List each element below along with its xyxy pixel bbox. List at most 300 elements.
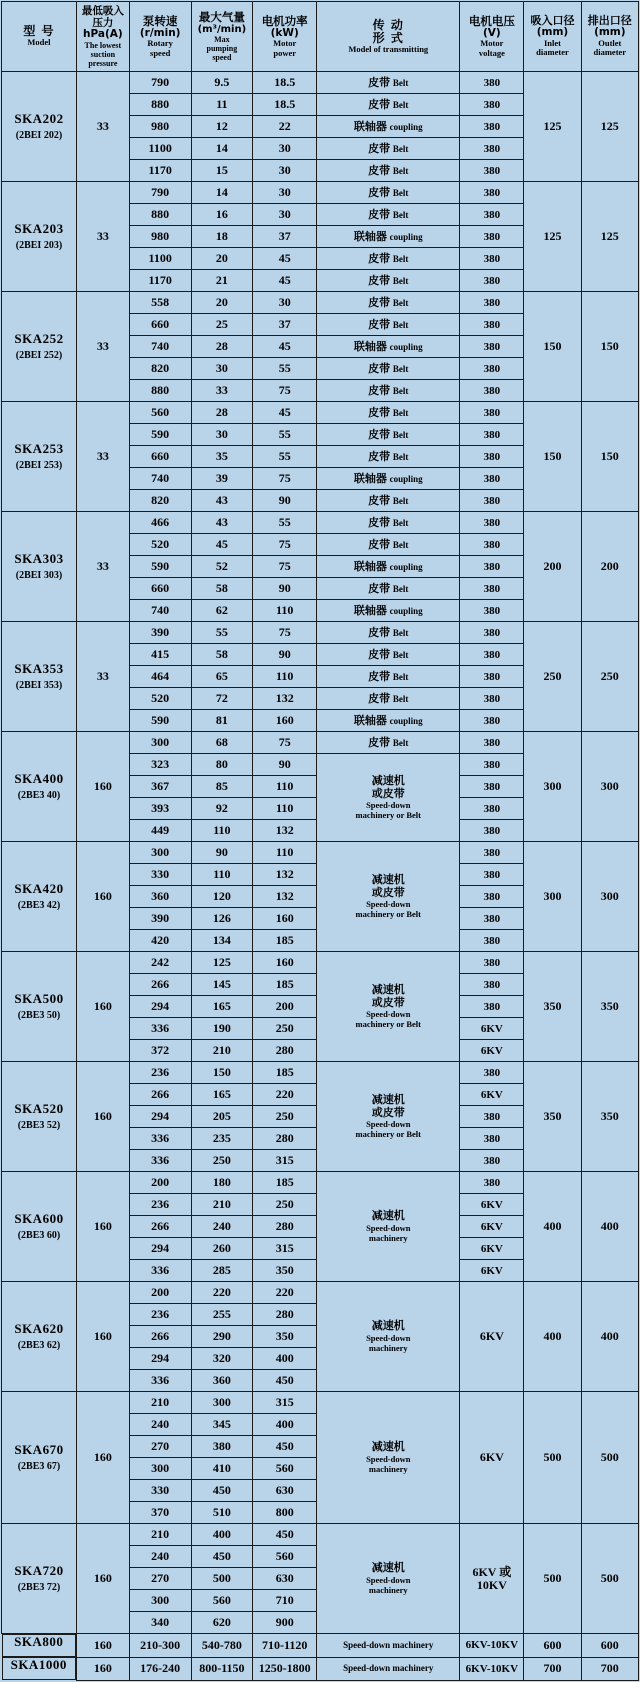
cell-model [2,1172,77,1282]
cell-motor-power: 132 [253,688,317,710]
cell-inlet-diameter: 700 [524,1657,581,1680]
cell-outlet-diameter: 400 [581,1172,638,1282]
table-row [2,732,639,754]
model-code: (2BEI 202) [15,130,63,142]
cell-motor-voltage: 380 [460,314,524,336]
cell-motor-power: 110 [253,666,317,688]
table-row [2,72,639,94]
cell-max-pumping-speed: 126 [191,908,253,930]
cell-transmission: 皮带 Belt [317,688,460,710]
cell-motor-voltage: 380 [460,754,524,776]
cell-max-pumping-speed: 20 [191,292,253,314]
cell-max-pumping-speed: 14 [191,138,253,160]
header-model-of-transmitting: 传 动 形 式 Model of transmitting [317,2,460,72]
cell-max-pumping-speed: 285 [191,1260,253,1282]
cell-rotary-speed: 740 [129,600,191,622]
cell-motor-voltage: 380 [460,1150,524,1172]
cell-rotary-speed: 820 [129,490,191,512]
cell-motor-power: 90 [253,644,317,666]
cell-motor-voltage: 6KV-10KV [460,1634,524,1658]
model-code: (2BEI 252) [15,350,63,362]
cell-motor-voltage: 380 [460,666,524,688]
cell-rotary-speed: 390 [129,908,191,930]
cell-max-pumping-speed: 290 [191,1326,253,1348]
cell-max-pumping-speed: 510 [191,1502,253,1524]
cell-rotary-speed: 300 [129,1458,191,1480]
cell-rotary-speed: 336 [129,1370,191,1392]
cell-max-pumping-speed: 125 [191,952,253,974]
cell-transmission: 皮带 Belt [317,732,460,754]
cell-motor-power: 110 [253,798,317,820]
cell-motor-voltage: 380 [460,358,524,380]
cell-motor-power: 220 [253,1282,317,1304]
cell-motor-voltage: 380 [460,336,524,358]
cell-rotary-speed: 210 [129,1524,191,1546]
cell-max-pumping-speed: 58 [191,644,253,666]
model-name: SKA620 [14,1321,64,1337]
model-code: (2BE3 40) [17,790,61,802]
cell-motor-voltage: 380 [460,996,524,1018]
cell-rotary-speed: 266 [129,1216,191,1238]
cell-max-pumping-speed: 90 [191,842,253,864]
cell-motor-voltage: 380 [460,842,524,864]
cell-max-pumping-speed: 52 [191,556,253,578]
cell-motor-voltage: 6KV [460,1216,524,1238]
cell-motor-power: 280 [253,1304,317,1326]
cell-max-pumping-speed: 345 [191,1414,253,1436]
model-code: (2BEI 353) [15,680,63,692]
cell-rotary-speed: 390 [129,622,191,644]
cell-max-pumping-speed: 80 [191,754,253,776]
cell-motor-power: 250 [253,1106,317,1128]
cell-motor-power: 710-1120 [253,1634,317,1658]
cell-motor-voltage: 380 [460,622,524,644]
cell-rotary-speed: 242 [129,952,191,974]
cell-transmission: 减速机 或皮带 Speed-down machinery or Belt [317,754,460,842]
cell-rotary-speed: 520 [129,688,191,710]
cell-rotary-speed: 336 [129,1018,191,1040]
cell-outlet-diameter: 150 [581,292,638,402]
table-row [2,1172,639,1194]
cell-motor-power: 250 [253,1018,317,1040]
cell-rotary-speed: 200 [129,1172,191,1194]
cell-transmission: Speed-down machinery [317,1657,460,1680]
cell-transmission: 皮带 Belt [317,402,460,424]
cell-rotary-speed: 236 [129,1194,191,1216]
model-code: (2BE3 62) [17,1340,61,1352]
header-motor-voltage: 电机电压 (V) Motor voltage [460,2,524,72]
cell-outlet-diameter: 150 [581,402,638,512]
cell-motor-power: 450 [253,1370,317,1392]
cell-inlet-diameter: 300 [524,842,581,952]
cell-motor-power: 560 [253,1546,317,1568]
cell-rotary-speed: 466 [129,512,191,534]
table-row [2,1524,639,1546]
cell-inlet-diameter: 125 [524,72,581,182]
table-row [2,512,639,534]
cell-motor-power: 18.5 [253,94,317,116]
cell-rotary-speed: 210 [129,1392,191,1414]
cell-motor-power: 30 [253,182,317,204]
header-suction-pressure: 最低吸入 压力hPa(A) The lowest suction pressure [76,2,129,72]
cell-rotary-speed: 266 [129,974,191,996]
cell-transmission: 皮带 Belt [317,578,460,600]
table-row [2,402,639,424]
model-name: SKA500 [14,991,64,1007]
cell-transmission: 皮带 Belt [317,314,460,336]
model-code: (2BE3 67) [17,1461,61,1473]
cell-motor-power: 160 [253,710,317,732]
cell-motor-power: 30 [253,292,317,314]
cell-motor-power: 45 [253,248,317,270]
cell-suction-pressure: 160 [76,1657,129,1680]
cell-max-pumping-speed: 235 [191,1128,253,1150]
cell-inlet-diameter: 400 [524,1282,581,1392]
cell-motor-power: 55 [253,512,317,534]
cell-model: SKA800 [2,1634,76,1657]
cell-motor-voltage: 380 [460,292,524,314]
cell-transmission: 皮带 Belt [317,160,460,182]
cell-max-pumping-speed: 450 [191,1480,253,1502]
cell-motor-power: 90 [253,490,317,512]
cell-motor-voltage: 6KV [460,1040,524,1062]
cell-transmission: 联轴器 coupling [317,600,460,622]
cell-max-pumping-speed: 300 [191,1392,253,1414]
cell-transmission: 皮带 Belt [317,270,460,292]
cell-motor-power: 280 [253,1216,317,1238]
cell-motor-voltage: 6KV [460,1238,524,1260]
cell-rotary-speed: 294 [129,1106,191,1128]
header-rotary-speed: 泵转速 (r/min) Rotary speed [129,2,191,72]
cell-suction-pressure: 160 [76,1524,129,1634]
cell-rotary-speed: 660 [129,578,191,600]
cell-motor-voltage: 380 [460,1062,524,1084]
cell-motor-voltage: 380 [460,732,524,754]
cell-max-pumping-speed: 205 [191,1106,253,1128]
cell-max-pumping-speed: 55 [191,622,253,644]
cell-suction-pressure: 160 [76,1282,129,1392]
cell-max-pumping-speed: 35 [191,446,253,468]
cell-suction-pressure: 160 [76,1172,129,1282]
model-name: SKA670 [14,1442,64,1458]
cell-motor-voltage: 6KV-10KV [460,1657,524,1680]
cell-motor-power: 560 [253,1458,317,1480]
cell-motor-voltage: 380 [460,94,524,116]
cell-motor-power: 1250-1800 [253,1657,317,1680]
cell-transmission: 皮带 Belt [317,72,460,94]
cell-suction-pressure: 160 [76,1634,129,1658]
cell-rotary-speed: 336 [129,1128,191,1150]
cell-motor-voltage: 380 [460,776,524,798]
cell-transmission: 减速机 或皮带 Speed-down machinery or Belt [317,842,460,952]
model-code: (2BE3 42) [17,900,61,912]
cell-suction-pressure: 33 [76,182,129,292]
cell-rotary-speed: 820 [129,358,191,380]
cell-outlet-diameter: 400 [581,1282,638,1392]
cell-motor-power: 75 [253,380,317,402]
cell-outlet-diameter: 700 [581,1657,638,1680]
cell-motor-power: 45 [253,336,317,358]
header-max-pumping-speed: 最大气量 (m³/min) Max pumping speed [191,2,253,72]
cell-motor-voltage: 380 [460,248,524,270]
cell-motor-voltage: 380 [460,600,524,622]
table-row [2,1634,639,1658]
cell-max-pumping-speed: 150 [191,1062,253,1084]
cell-rotary-speed: 236 [129,1062,191,1084]
cell-max-pumping-speed: 560 [191,1590,253,1612]
cell-transmission: 皮带 Belt [317,424,460,446]
cell-rotary-speed: 1100 [129,248,191,270]
model-name: SKA252 [14,331,64,347]
cell-max-pumping-speed: 14 [191,182,253,204]
cell-max-pumping-speed: 260 [191,1238,253,1260]
cell-motor-power: 75 [253,556,317,578]
cell-rotary-speed: 176-240 [129,1657,191,1680]
cell-motor-voltage: 380 [460,446,524,468]
cell-motor-voltage: 6KV [460,1018,524,1040]
cell-transmission: 皮带 Belt [317,358,460,380]
cell-rotary-speed: 294 [129,996,191,1018]
cell-motor-power: 450 [253,1524,317,1546]
cell-transmission: 皮带 Belt [317,248,460,270]
cell-max-pumping-speed: 250 [191,1150,253,1172]
table-row [2,622,639,644]
cell-motor-power: 132 [253,820,317,842]
header-motor-power: 电机功率 (kW) Motor power [253,2,317,72]
cell-inlet-diameter: 150 [524,292,581,402]
cell-rotary-speed: 336 [129,1260,191,1282]
model-name: SKA303 [14,551,64,567]
cell-transmission: 皮带 Belt [317,292,460,314]
cell-model [2,622,77,732]
cell-motor-power: 315 [253,1238,317,1260]
table-row [2,842,639,864]
cell-motor-voltage: 380 [460,490,524,512]
cell-motor-power: 350 [253,1260,317,1282]
cell-motor-voltage: 380 [460,1106,524,1128]
cell-motor-power: 710 [253,1590,317,1612]
cell-motor-power: 160 [253,908,317,930]
cell-transmission: 联轴器 coupling [317,710,460,732]
cell-rotary-speed: 266 [129,1326,191,1348]
cell-transmission: 联轴器 coupling [317,336,460,358]
cell-suction-pressure: 33 [76,402,129,512]
cell-max-pumping-speed: 110 [191,864,253,886]
cell-max-pumping-speed: 65 [191,666,253,688]
cell-rotary-speed: 420 [129,930,191,952]
cell-rotary-speed: 880 [129,204,191,226]
cell-outlet-diameter: 350 [581,1062,638,1172]
cell-outlet-diameter: 125 [581,182,638,292]
model-name: SKA353 [14,661,64,677]
cell-inlet-diameter: 300 [524,732,581,842]
cell-motor-voltage: 380 [460,578,524,600]
cell-motor-voltage: 6KV 或 10KV [460,1524,524,1634]
cell-motor-voltage: 380 [460,908,524,930]
header-outlet-diameter: 排出口径 (mm) Outlet diameter [581,2,638,72]
cell-max-pumping-speed: 30 [191,358,253,380]
cell-max-pumping-speed: 360 [191,1370,253,1392]
cell-motor-voltage: 380 [460,116,524,138]
model-code: (2BEI 253) [15,460,63,472]
cell-motor-power: 132 [253,864,317,886]
cell-max-pumping-speed: 43 [191,490,253,512]
cell-motor-power: 132 [253,886,317,908]
cell-max-pumping-speed: 92 [191,798,253,820]
cell-motor-power: 30 [253,138,317,160]
cell-rotary-speed: 372 [129,1040,191,1062]
cell-motor-power: 55 [253,446,317,468]
cell-rotary-speed: 590 [129,556,191,578]
model-name: SKA202 [14,111,64,127]
cell-motor-voltage: 380 [460,864,524,886]
cell-transmission: 皮带 Belt [317,666,460,688]
cell-motor-power: 200 [253,996,317,1018]
table-row [2,1657,639,1680]
cell-motor-power: 400 [253,1414,317,1436]
cell-rotary-speed: 880 [129,380,191,402]
cell-rotary-speed: 294 [129,1238,191,1260]
cell-motor-voltage: 380 [460,974,524,996]
cell-motor-voltage: 380 [460,160,524,182]
model-name: SKA600 [14,1211,64,1227]
model-name: SKA520 [14,1101,64,1117]
cell-suction-pressure: 33 [76,622,129,732]
cell-rotary-speed: 660 [129,314,191,336]
cell-max-pumping-speed: 11 [191,94,253,116]
cell-rotary-speed: 1100 [129,138,191,160]
cell-inlet-diameter: 250 [524,622,581,732]
cell-transmission: 联轴器 coupling [317,468,460,490]
cell-rotary-speed: 270 [129,1436,191,1458]
cell-rotary-speed: 790 [129,72,191,94]
cell-transmission: 联轴器 coupling [317,116,460,138]
cell-motor-power: 110 [253,842,317,864]
cell-model [2,1392,77,1524]
cell-suction-pressure: 160 [76,842,129,952]
model-code: (2BEI 203) [15,240,63,252]
pump-specification-table [1,1,639,1681]
cell-max-pumping-speed: 145 [191,974,253,996]
cell-motor-voltage: 6KV [460,1084,524,1106]
cell-inlet-diameter: 200 [524,512,581,622]
cell-motor-voltage: 380 [460,204,524,226]
cell-motor-voltage: 380 [460,886,524,908]
cell-max-pumping-speed: 210 [191,1194,253,1216]
header-inlet-diameter: 吸入口径 (mm) Inlet diameter [524,2,581,72]
cell-motor-voltage: 380 [460,688,524,710]
cell-inlet-diameter: 600 [524,1634,581,1658]
cell-max-pumping-speed: 165 [191,996,253,1018]
cell-rotary-speed: 323 [129,754,191,776]
cell-motor-voltage: 380 [460,468,524,490]
cell-model [2,1062,77,1172]
cell-motor-power: 55 [253,358,317,380]
cell-motor-power: 315 [253,1150,317,1172]
cell-max-pumping-speed: 39 [191,468,253,490]
cell-transmission: 皮带 Belt [317,182,460,204]
cell-outlet-diameter: 300 [581,732,638,842]
cell-transmission: 皮带 Belt [317,644,460,666]
cell-max-pumping-speed: 18 [191,226,253,248]
cell-transmission: Speed-down machinery [317,1634,460,1658]
cell-rotary-speed: 790 [129,182,191,204]
cell-rotary-speed: 558 [129,292,191,314]
cell-suction-pressure: 33 [76,72,129,182]
cell-motor-power: 350 [253,1326,317,1348]
cell-transmission: 皮带 Belt [317,446,460,468]
cell-max-pumping-speed: 400 [191,1524,253,1546]
cell-transmission: 皮带 Belt [317,94,460,116]
cell-model [2,1282,77,1392]
cell-rotary-speed: 740 [129,468,191,490]
cell-max-pumping-speed: 450 [191,1546,253,1568]
cell-max-pumping-speed: 43 [191,512,253,534]
cell-motor-voltage: 380 [460,380,524,402]
cell-suction-pressure: 160 [76,952,129,1062]
cell-motor-voltage: 6KV [460,1282,524,1392]
cell-motor-voltage: 380 [460,182,524,204]
cell-motor-power: 37 [253,226,317,248]
cell-rotary-speed: 370 [129,1502,191,1524]
cell-motor-power: 75 [253,622,317,644]
model-name: SKA253 [14,441,64,457]
cell-motor-power: 250 [253,1194,317,1216]
cell-motor-power: 37 [253,314,317,336]
cell-transmission: 皮带 Belt [317,380,460,402]
cell-max-pumping-speed: 120 [191,886,253,908]
cell-max-pumping-speed: 240 [191,1216,253,1238]
table-row [2,1392,639,1414]
cell-motor-voltage: 6KV [460,1260,524,1282]
cell-outlet-diameter: 200 [581,512,638,622]
model-name: SKA720 [14,1563,64,1579]
cell-transmission: 减速机 或皮带 Speed-down machinery or Belt [317,1062,460,1172]
cell-max-pumping-speed: 500 [191,1568,253,1590]
cell-motor-power: 280 [253,1128,317,1150]
cell-rotary-speed: 340 [129,1612,191,1634]
cell-transmission: 皮带 Belt [317,138,460,160]
cell-motor-power: 900 [253,1612,317,1634]
cell-outlet-diameter: 125 [581,72,638,182]
cell-transmission: 减速机 Speed-down machinery [317,1282,460,1392]
cell-motor-voltage: 380 [460,556,524,578]
cell-motor-power: 90 [253,754,317,776]
cell-max-pumping-speed: 320 [191,1348,253,1370]
cell-motor-power: 450 [253,1436,317,1458]
cell-motor-power: 75 [253,468,317,490]
cell-outlet-diameter: 500 [581,1524,638,1634]
cell-motor-voltage: 380 [460,226,524,248]
cell-transmission: 皮带 Belt [317,512,460,534]
model-code: (2BE3 52) [17,1120,61,1132]
cell-transmission: 皮带 Belt [317,204,460,226]
cell-rotary-speed: 200 [129,1282,191,1304]
cell-motor-power: 18.5 [253,72,317,94]
cell-max-pumping-speed: 16 [191,204,253,226]
cell-max-pumping-speed: 20 [191,248,253,270]
cell-max-pumping-speed: 28 [191,402,253,424]
cell-rotary-speed: 270 [129,1568,191,1590]
table-row [2,952,639,974]
table-row [2,292,639,314]
cell-model: SKA1000 [2,1657,76,1680]
cell-motor-power: 55 [253,424,317,446]
cell-max-pumping-speed: 110 [191,820,253,842]
cell-rotary-speed: 590 [129,424,191,446]
cell-motor-power: 185 [253,930,317,952]
spec-table-sheet [0,1,640,1681]
